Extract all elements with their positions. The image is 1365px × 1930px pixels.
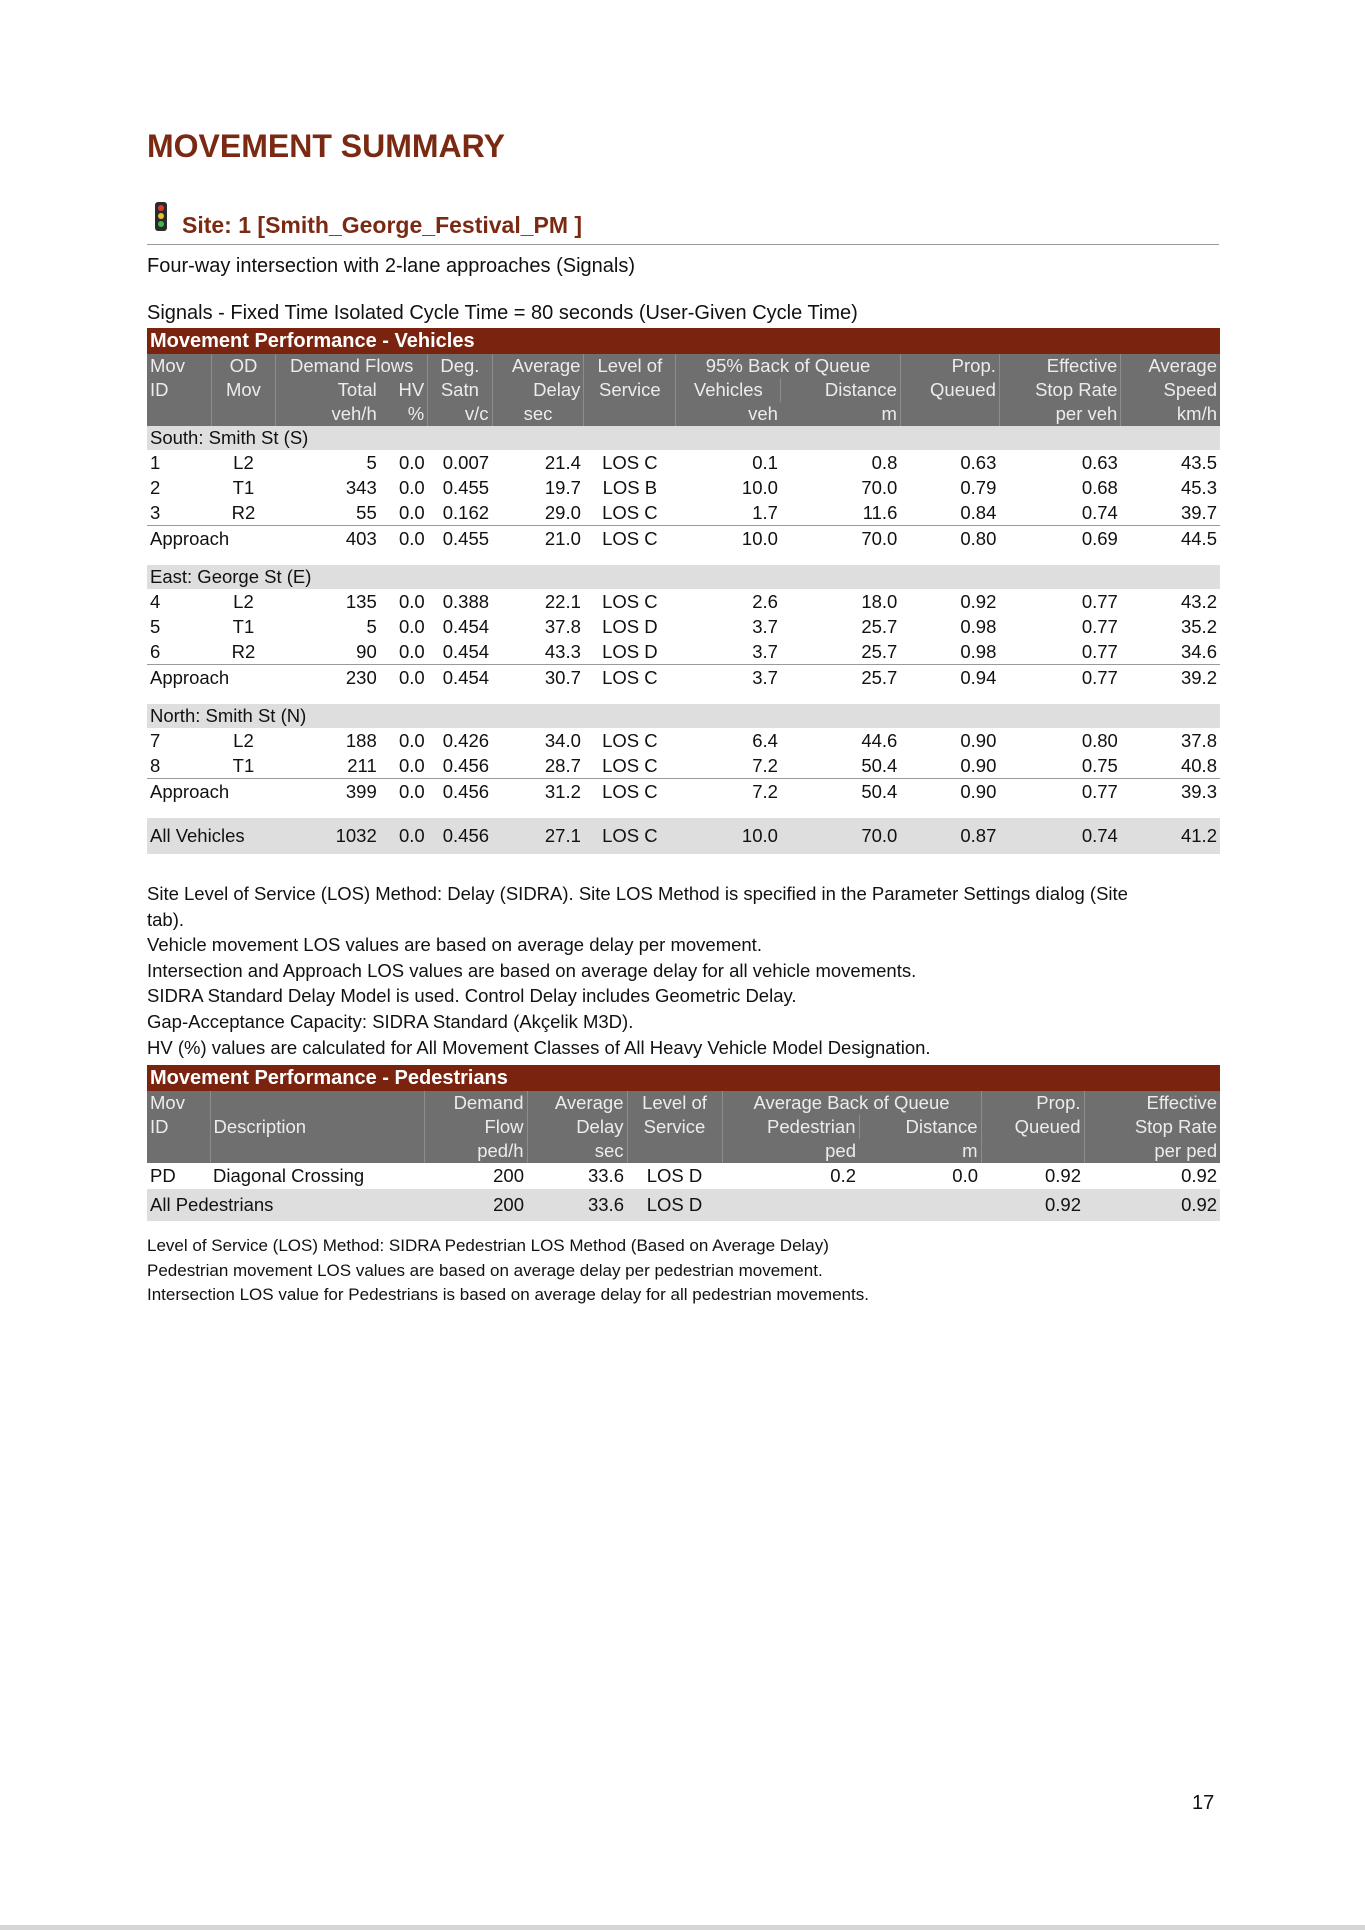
table-cell: 0.63 [960,451,997,473]
table-cell: 7.2 [676,779,781,806]
note-line: Site Level of Service (LOS) Method: Delay (SIDRA). Site LOS Method is specified in the Parameter Settings dialog (Site [147,883,1128,904]
table-cell: 0.454 [442,615,490,637]
col-header: Flow [424,1115,527,1139]
table-cell: 135 [345,590,377,612]
table-cell: 0.68 [1081,476,1118,498]
table-cell: Approach [147,526,276,553]
unit-label: v/c [428,402,492,426]
table-cell: 0.0 [399,501,425,523]
unit-label: per ped [1084,1139,1220,1163]
table-cell: 0.0 [380,526,428,553]
unit-label: per veh [999,402,1120,426]
table-cell: 0.0 [952,1165,978,1186]
note-line: HV (%) values are calculated for All Movement Classes of All Heavy Vehicle Model Designation. [147,1036,931,1058]
table-cell: 6 [150,640,161,662]
table-cell: 0.90 [900,779,999,806]
table-cell: 8 [150,754,161,776]
table-cell: LOS C [584,779,676,806]
table-cell: 10.0 [741,476,778,498]
table-cell: 0.456 [442,754,490,776]
table-cell: L2 [233,451,254,473]
table-cell: 34.0 [544,729,581,751]
section-spacer [147,691,1220,704]
col-header: OD [211,354,275,378]
table-cell: 200 [424,1189,527,1221]
table-cell: 0.77 [1081,640,1118,662]
table-row [147,475,1220,500]
table-cell: LOS D [646,1165,703,1186]
table-cell: 5 [366,615,377,637]
unit-label: m [859,1139,981,1163]
col-header: Distance [859,1115,981,1139]
table-cell: 43.3 [544,640,581,662]
table-row [147,728,1220,753]
table-cell: LOS C [602,590,658,612]
table-row [147,639,1220,665]
section-row [147,704,1220,728]
unit-label: ped [722,1139,859,1163]
table-cell: 45.3 [1180,476,1217,498]
pedestrian-performance-table [147,1065,1220,1221]
table-cell: 0.0 [380,818,428,854]
unit-label: sec [492,402,584,426]
table-cell: 0.426 [442,729,490,751]
table-cell: 10.0 [676,526,781,553]
table-cell: 211 [347,754,377,776]
vehicle-notes [147,881,1227,1060]
table-cell: 43.5 [1180,451,1217,473]
table-cell: 0.98 [960,640,997,662]
table-cell: L2 [233,590,254,612]
table-cell: 0.8 [871,451,898,473]
col-header: ID [147,378,211,402]
table-cell: 44.6 [861,729,898,751]
table-cell: 0.456 [428,818,492,854]
table-cell: 0.77 [1081,590,1118,612]
table-cell: Approach [147,779,276,806]
col-header: Mov [147,354,211,378]
vehicle-table-title: Movement Performance - Vehicles [147,328,1220,354]
table-cell: 22.1 [544,590,581,612]
col-header: Delay [527,1115,627,1139]
col-header: Effective [999,354,1120,378]
table-cell: 39.2 [1121,665,1220,692]
table-cell: R2 [231,501,256,523]
table-row [147,450,1220,475]
col-header: Queued [900,378,999,402]
col-header: ID [147,1115,210,1139]
table-cell: 343 [345,476,377,498]
table-cell: All Vehicles [147,818,276,854]
table-cell: LOS C [602,501,658,523]
table-cell: 0.92 [981,1189,1084,1221]
pedestrian-table-title: Movement Performance - Pedestrians [147,1065,1220,1091]
table-cell: 0.63 [1081,451,1118,473]
table-cell: 7.2 [752,754,778,776]
table-cell: 21.0 [492,526,584,553]
table-cell: 2.6 [752,590,778,612]
table-cell: 1.7 [752,501,778,523]
table-cell: LOS C [602,729,658,751]
col-header: Average [527,1091,627,1115]
table-cell: 25.7 [861,640,898,662]
table-cell: 39.3 [1121,779,1220,806]
table-cell: 0.69 [999,526,1120,553]
col-header: Distance [781,378,900,402]
table-cell: 0.79 [960,476,997,498]
col-header: Queued [981,1115,1084,1139]
table-cell: T1 [232,615,255,637]
table-cell: 0.75 [1081,754,1118,776]
page-number: 17 [1192,1792,1215,1814]
unit-label: sec [527,1139,627,1163]
pedestrian-table-body [147,1163,1220,1221]
table-cell: 34.6 [1180,640,1217,662]
table-cell: 230 [276,665,380,692]
table-cell: LOS B [602,476,658,498]
col-header: Average [492,354,584,378]
table-cell: 90 [356,640,377,662]
table-cell: 25.7 [781,665,900,692]
col-header: Service [584,378,676,402]
note-line: Intersection LOS value for Pedestrians is based on average delay for all pedestrian movements. [147,1285,869,1304]
col-header: Pedestrian [722,1115,859,1139]
table-cell: 0.77 [1081,615,1118,637]
table-cell: 0.454 [442,640,490,662]
table-cell: 0.0 [399,729,425,751]
table-cell: T1 [232,476,255,498]
all-vehicles-row [147,818,1220,854]
table-cell: 0.0 [399,476,425,498]
table-cell: 1 [150,451,161,473]
table-cell: 2 [150,476,161,498]
table-cell: LOS D [627,1189,722,1221]
table-cell: 0.84 [960,501,997,523]
col-header: 95% Back of Queue [676,354,901,378]
table-cell: 70.0 [781,818,900,854]
vehicle-performance-table [147,328,1220,854]
table-row [147,500,1220,526]
col-header: Level of [584,354,676,378]
table-cell: 0.98 [960,615,997,637]
table-cell: 70.0 [861,476,898,498]
table-row [147,1163,1220,1189]
table-cell: 55 [356,501,377,523]
table-cell: 0.92 [1084,1189,1220,1221]
table-cell: 0.0 [399,754,425,776]
approach-section-label: South: Smith St (S) [147,426,1220,450]
section-row [147,426,1220,450]
table-cell: 5 [150,615,161,637]
unit-label: veh [676,402,781,426]
table-cell: L2 [233,729,254,751]
table-cell: LOS C [602,451,658,473]
approach-row [147,665,1220,692]
table-cell: 3.7 [752,640,778,662]
table-cell: 43.2 [1180,590,1217,612]
table-cell: 7 [150,729,161,751]
table-cell: 0.0 [380,665,428,692]
table-cell: 403 [276,526,380,553]
note-line: tab). [147,908,185,930]
approach-row [147,779,1220,806]
col-header: Deg. [428,354,492,378]
table-cell: 0.456 [428,779,492,806]
table-row [147,614,1220,639]
col-header: Demand [424,1091,527,1115]
table-cell: 188 [345,729,377,751]
table-cell: T1 [232,754,255,776]
page-title: MOVEMENT SUMMARY [147,128,505,164]
table-cell: 0.0 [399,615,425,637]
col-header: Delay [492,378,584,402]
table-cell: 18.0 [861,590,898,612]
table-cell: 0.92 [960,590,997,612]
table-cell: 0.80 [1081,729,1118,751]
table-cell: LOS D [602,640,658,662]
table-cell: 0.87 [900,818,999,854]
table-cell: 0.74 [999,818,1120,854]
table-cell: LOS C [584,818,676,854]
unit-label: km/h [1121,402,1220,426]
table-cell: 0.2 [830,1165,856,1186]
table-cell: LOS D [602,615,658,637]
table-cell: 44.5 [1121,526,1220,553]
table-cell: 0.74 [1081,501,1118,523]
col-header: HV [380,378,428,402]
table-cell: 5 [366,451,377,473]
approach-section-label: North: Smith St (N) [147,704,1220,728]
table-cell: 4 [150,590,161,612]
table-cell: 19.7 [544,476,581,498]
table-cell: 0.77 [999,665,1120,692]
table-cell: 37.8 [544,615,581,637]
table-cell: Approach [147,665,276,692]
table-cell: 25.7 [861,615,898,637]
note-line: Pedestrian movement LOS values are based on average delay per pedestrian movement. [147,1260,823,1280]
col-header: Speed [1121,378,1220,402]
table-cell: 0.94 [900,665,999,692]
table-cell: 399 [276,779,380,806]
table-cell: 0.90 [960,754,997,776]
note-line: Level of Service (LOS) Method: SIDRA Pedestrian LOS Method (Based on Average Delay) [147,1236,829,1255]
table-row [147,753,1220,779]
table-cell: 0.92 [1181,1165,1218,1186]
table-cell: R2 [231,640,256,662]
col-header: Mov [211,378,275,402]
table-cell: LOS C [584,665,676,692]
table-cell: 0.90 [960,729,997,751]
table-cell: 10.0 [676,818,781,854]
col-header: Prop. [900,354,999,378]
col-header: Mov [147,1091,210,1115]
col-header: Level of [627,1091,722,1115]
table-cell: 0.388 [442,590,490,612]
table-cell: 29.0 [544,501,581,523]
section-row [147,565,1220,589]
note-line: Intersection and Approach LOS values are based on average delay for all vehicle movements. [147,959,917,981]
table-cell: 3.7 [752,615,778,637]
note-line: Gap-Acceptance Capacity: SIDRA Standard (Akçelik M3D). [147,1010,634,1032]
table-cell: 0.0 [399,451,425,473]
col-header: Total [276,378,380,402]
col-header: Demand Flows [276,354,428,378]
table-cell: 11.6 [862,501,898,523]
site-description: Four-way intersection with 2-lane approaches (Signals) [147,255,636,277]
table-cell: 3 [150,501,161,523]
col-header: Service [627,1115,722,1139]
table-cell: 27.1 [492,818,584,854]
col-header: Stop Rate [1084,1115,1220,1139]
col-header: Satn [428,378,492,402]
all-pedestrians-row [147,1189,1220,1221]
table-cell: 0.455 [428,526,492,553]
table-cell: 30.7 [492,665,584,692]
vehicle-table-body [147,426,1220,854]
table-cell: 33.6 [587,1165,624,1186]
table-cell: 200 [493,1165,524,1186]
table-cell: 0.92 [1044,1165,1081,1186]
unit-label: veh/h [276,402,380,426]
table-cell: 0.454 [428,665,492,692]
col-header: Stop Rate [999,378,1120,402]
unit-label: m [781,402,900,426]
page-bottom-rule [0,1925,1365,1930]
table-cell: 33.6 [527,1189,627,1221]
table-cell: 21.4 [544,451,581,473]
table-cell: 0.007 [442,451,490,473]
table-cell: 0.0 [380,779,428,806]
table-cell: 41.2 [1121,818,1220,854]
table-cell: 0.455 [442,476,490,498]
unit-label: % [380,402,428,426]
table-cell: 31.2 [492,779,584,806]
note-line: SIDRA Standard Delay Model is used. Control Delay includes Geometric Delay. [147,985,797,1007]
table-cell: 6.4 [752,729,778,751]
site-title: Site: 1 [Smith_George_Festival_PM ] [182,212,583,238]
table-cell: All Pedestrians [147,1189,424,1221]
section-spacer [147,552,1220,565]
table-cell: 1032 [276,818,380,854]
table-cell: LOS C [584,526,676,553]
table-row [147,589,1220,614]
pedestrian-notes [147,1234,1227,1308]
col-header: Vehicles [676,378,781,402]
table-cell: 39.7 [1180,501,1217,523]
table-cell: 0.162 [442,501,490,523]
table-cell: 3.7 [676,665,781,692]
approach-row [147,526,1220,553]
col-header: Prop. [981,1091,1084,1115]
col-header: Description [210,1115,424,1139]
table-cell: 50.4 [781,779,900,806]
table-cell: Diagonal Crossing [213,1165,365,1186]
table-cell: 0.77 [999,779,1120,806]
traffic-signal-icon [155,202,167,231]
table-cell: LOS C [602,754,658,776]
table-cell: 37.8 [1180,729,1217,751]
note-line: Vehicle movement LOS values are based on average delay per movement. [147,934,762,956]
table-cell: 50.4 [861,754,898,776]
col-header: Average [1121,354,1220,378]
approach-section-label: East: George St (E) [147,565,1220,589]
signals-info: Signals - Fixed Time Isolated Cycle Time = 80 seconds (User-Given Cycle Time) [147,302,858,324]
col-header: Average Back of Queue [722,1091,981,1115]
table-cell: 0.0 [399,590,425,612]
site-header [147,198,1219,245]
table-cell: 70.0 [781,526,900,553]
table-cell: 28.7 [544,754,581,776]
table-cell: PD [150,1165,176,1186]
table-cell: 0.1 [752,451,778,473]
table-cell: 40.8 [1180,754,1217,776]
table-cell: 0.80 [900,526,999,553]
table-cell: 35.2 [1180,615,1217,637]
col-header: Effective [1084,1091,1220,1115]
table-cell: 0.0 [399,640,425,662]
unit-label: ped/h [424,1139,527,1163]
